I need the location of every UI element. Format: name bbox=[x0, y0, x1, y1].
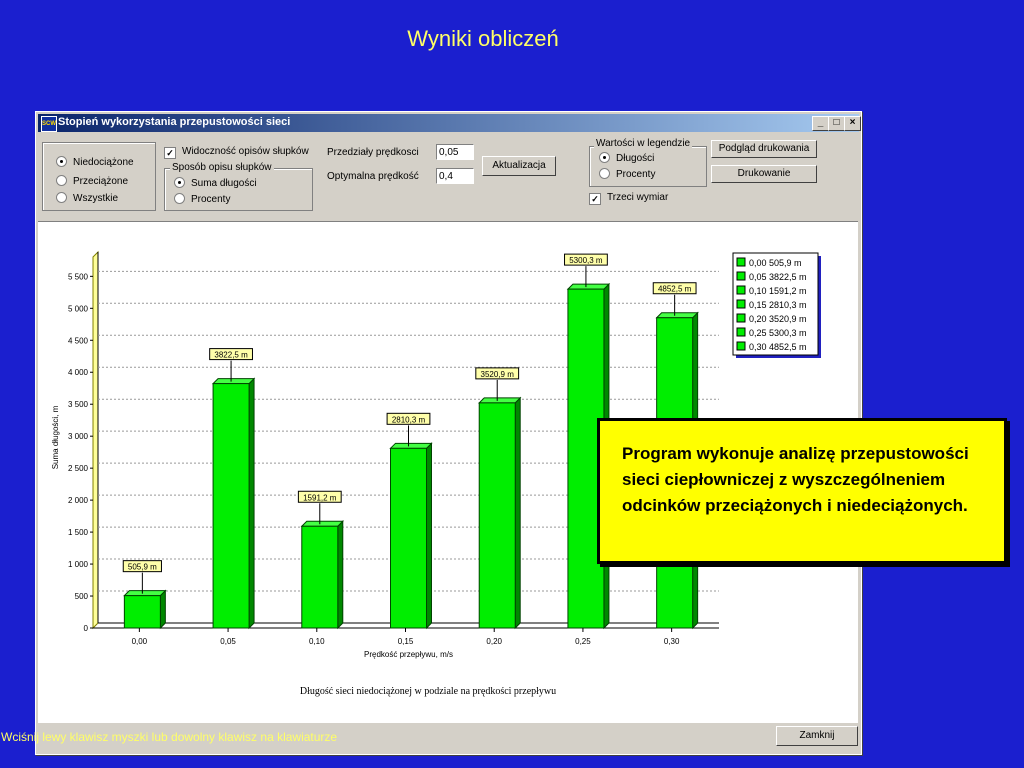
bar-top bbox=[657, 313, 698, 318]
radio-label: Wszystkie bbox=[73, 193, 118, 204]
minimize-button[interactable]: _ bbox=[812, 116, 829, 131]
x-tick-label: 0,30 bbox=[663, 637, 680, 646]
checkbox-label: Trzeci wymiar bbox=[607, 192, 669, 203]
bar-top bbox=[568, 284, 609, 289]
footer-hint: Wciśnij lewy klawisz myszki lub dowolny klawisz na klawiaturze bbox=[1, 730, 338, 744]
bar-side bbox=[160, 591, 165, 628]
radio-przeciazone[interactable] bbox=[56, 175, 128, 187]
checkbox-label: Widoczność opisów słupków bbox=[182, 146, 309, 157]
bar bbox=[302, 526, 338, 628]
radio-icon bbox=[174, 177, 185, 188]
legend-entry: 0,25 5300,3 m bbox=[749, 328, 807, 338]
radio-dlugosci[interactable] bbox=[599, 152, 654, 164]
close-button[interactable]: Zamknij bbox=[776, 726, 858, 746]
legend-swatch bbox=[737, 258, 745, 266]
x-axis-title: Prędkość przepływu, m/s bbox=[364, 650, 453, 659]
legend-values-title: Wartości w legendzie bbox=[596, 138, 691, 149]
data-label: 5300,3 m bbox=[569, 256, 603, 266]
bar-top bbox=[213, 379, 254, 384]
bar-top bbox=[302, 521, 343, 526]
speed-interval-label: Przedziały prędkosci bbox=[327, 147, 419, 158]
app-icon: SCW bbox=[41, 116, 57, 132]
bar-side bbox=[338, 521, 343, 628]
data-label: 2810,3 m bbox=[391, 415, 426, 425]
legend-entry: 0,00 505,9 m bbox=[749, 258, 802, 268]
check-icon: ✓ bbox=[589, 193, 601, 205]
x-tick-label: 0,15 bbox=[397, 637, 414, 646]
labels-group-title: Sposób opisu słupków bbox=[172, 162, 272, 173]
plot-wall-3d bbox=[93, 252, 98, 628]
x-tick-label: 0,05 bbox=[220, 637, 236, 646]
radio-label: Niedociążone bbox=[73, 157, 134, 168]
radio-icon bbox=[56, 175, 67, 186]
speed-interval-input[interactable]: 0,05 bbox=[436, 144, 474, 160]
third-dimension-checkbox[interactable] bbox=[589, 192, 668, 205]
x-tick-label: 0,10 bbox=[308, 637, 325, 646]
radio-icon bbox=[56, 156, 67, 167]
window-titlebar[interactable] bbox=[38, 114, 859, 132]
y-tick-label: 3 000 bbox=[67, 432, 88, 442]
data-label: 505,9 m bbox=[127, 562, 157, 572]
maximize-button[interactable]: □ bbox=[828, 116, 845, 131]
window-title: Stopień wykorzystania przepustowości sieci bbox=[58, 116, 291, 128]
radio-icon bbox=[174, 193, 185, 204]
bar-top bbox=[124, 591, 165, 596]
x-tick-label: 0,25 bbox=[575, 637, 591, 646]
close-window-button[interactable]: × bbox=[844, 116, 861, 131]
radio-procenty-labels[interactable] bbox=[174, 193, 230, 205]
bar bbox=[391, 448, 427, 628]
y-tick-label: 5 000 bbox=[67, 304, 88, 314]
legend-entry: 0,15 2810,3 m bbox=[749, 300, 807, 310]
radio-suma-dlugosci[interactable] bbox=[174, 177, 257, 189]
data-label: 4852,5 m bbox=[657, 284, 692, 294]
show-labels-checkbox[interactable] bbox=[164, 146, 309, 159]
data-label: 3520,9 m bbox=[480, 369, 514, 379]
data-label: 3822,5 m bbox=[214, 350, 248, 360]
optimal-speed-label: Optymalna prędkość bbox=[327, 171, 419, 182]
check-icon: ✓ bbox=[164, 147, 176, 159]
radio-icon bbox=[599, 168, 610, 179]
legend-swatch bbox=[737, 314, 745, 322]
y-tick-label: 2 500 bbox=[67, 464, 88, 474]
y-tick-label: 0 bbox=[83, 624, 88, 633]
y-tick-label: 1 500 bbox=[67, 528, 88, 538]
radio-icon bbox=[56, 192, 67, 203]
bar-top bbox=[479, 398, 520, 403]
radio-label: Długości bbox=[616, 153, 655, 164]
legend-entry: 0,05 3822,5 m bbox=[749, 272, 807, 282]
legend-swatch bbox=[737, 272, 745, 280]
data-label: 1591,2 m bbox=[303, 493, 337, 503]
bar bbox=[213, 384, 249, 628]
slide-title: Wyniki obliczeń bbox=[407, 26, 559, 51]
y-tick-label: 3 500 bbox=[67, 400, 88, 410]
y-tick-label: 2 000 bbox=[67, 496, 88, 506]
radio-label: Suma długości bbox=[191, 178, 257, 189]
print-button[interactable]: Drukowanie bbox=[711, 165, 817, 183]
bar-side bbox=[515, 398, 520, 628]
y-tick-label: 4 000 bbox=[67, 368, 88, 378]
legend-swatch bbox=[737, 300, 745, 308]
callout-box: Program wykonuje analizę przepustowości sieci ciepłowniczej z wyszczególneniem odcinków przeciążonych i niedeciążonych. bbox=[597, 418, 1007, 564]
radio-label: Przeciążone bbox=[73, 176, 129, 187]
radio-wszystkie[interactable] bbox=[56, 192, 118, 204]
print-preview-button[interactable]: Podgląd drukowania bbox=[711, 140, 817, 158]
legend-swatch bbox=[737, 286, 745, 294]
y-axis-title: Suma długości, m bbox=[51, 405, 60, 470]
y-tick-label: 500 bbox=[74, 592, 88, 602]
bar bbox=[124, 596, 160, 628]
bar-side bbox=[427, 443, 432, 628]
legend-entry: 0,30 4852,5 m bbox=[749, 342, 807, 352]
radio-label: Procenty bbox=[191, 194, 231, 205]
legend-entry: 0,20 3520,9 m bbox=[749, 314, 807, 324]
optimal-speed-input[interactable]: 0,4 bbox=[436, 168, 474, 184]
y-tick-label: 5 500 bbox=[67, 272, 88, 282]
y-tick-label: 4 500 bbox=[67, 336, 88, 346]
radio-icon bbox=[599, 152, 610, 163]
update-button[interactable]: Aktualizacja bbox=[482, 156, 556, 176]
radio-procenty-legend[interactable] bbox=[599, 168, 655, 180]
x-tick-label: 0,20 bbox=[486, 637, 503, 646]
radio-label: Procenty bbox=[616, 169, 656, 180]
bar bbox=[479, 403, 515, 628]
y-tick-label: 1 000 bbox=[67, 560, 88, 570]
bar-top bbox=[391, 443, 432, 448]
radio-niedociazone[interactable] bbox=[56, 156, 134, 168]
legend-swatch bbox=[737, 328, 745, 336]
bar-side bbox=[249, 379, 254, 628]
chart-footer-title: Długość sieci niedociążonej w podziale na prędkości przepływu bbox=[299, 686, 557, 697]
legend-entry: 0,10 1591,2 m bbox=[749, 286, 807, 296]
x-tick-label: 0,00 bbox=[131, 637, 148, 646]
legend-swatch bbox=[737, 342, 745, 350]
